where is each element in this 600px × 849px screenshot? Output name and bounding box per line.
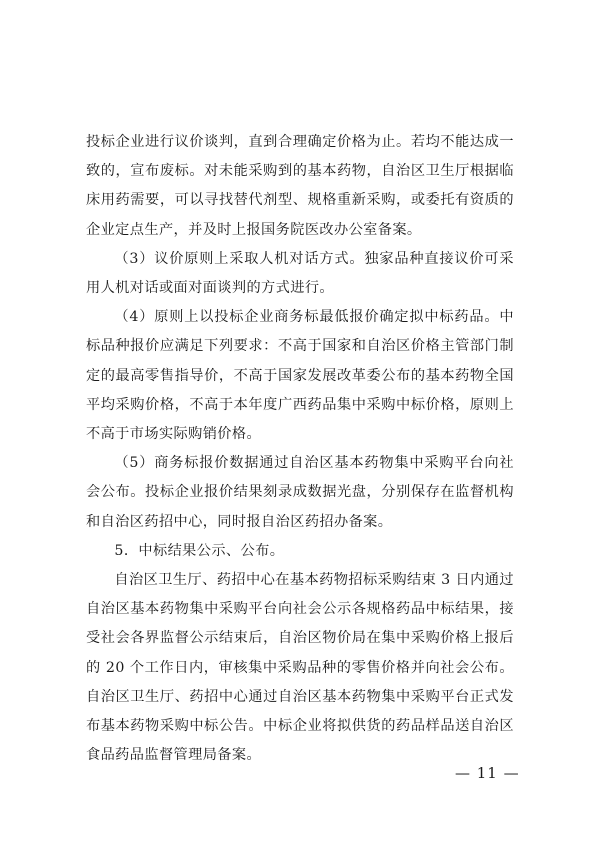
- paragraph-results: 自治区卫生厅、药招中心在基本药物招标采购结束 3 日内通过自治区基本药物集中采购平台向社会公示各规格药品中标结果，接受社会各界监督公示结束后，自治区物价局在集中采购价格上报后的 20 个工作日内，审核集中采购品种的零售价格并向社会公布。自治区卫生厅、药招中心通过自治区基本药物集中采购平台正式发布基本药物采购中标公告。中标企业将拟供货的药品样品送自治区食品药品监督管理局备案。: [86, 572, 514, 764]
- paragraph-item-3: （3）议价原则上采取人机对话方式。独家品种直接议价可采用人机对话或面对面谈判的方式进行。: [86, 250, 514, 297]
- paragraph-item-4: （4）原则上以投标企业商务标最低报价确定拟中标药品。中标品种报价应满足下列要求：不高于国家和自治区价格主管部门制定的最高零售指导价，不高于国家发展改革委公布的基本药物全国平均采购价格，不高于本年度广西药品集中采购中标价格，原则上不高于市场实际购销价格。: [86, 309, 514, 443]
- paragraph-item-5: （5）商务标报价数据通过自治区基本药物集中采购平台向社会公布。投标企业报价结果刻录成数据光盘，分别保存在监督机构和自治区药招中心，同时报自治区药招办备案。: [86, 455, 514, 530]
- document-body: [86, 128, 514, 770]
- paragraph-continued: 投标企业进行议价谈判，直到合理确定价格为止。若均不能达成一致的，宣布废标。对未能采购到的基本药物，自治区卫生厅根据临床用药需要，可以寻找替代剂型、规格重新采购，或委托有资质的企业定点生产，并及时上报国务院医改办公室备案。: [86, 134, 514, 238]
- page-number: — 11 —: [455, 764, 520, 782]
- section-heading: 5．中标结果公示、公布。: [114, 542, 285, 559]
